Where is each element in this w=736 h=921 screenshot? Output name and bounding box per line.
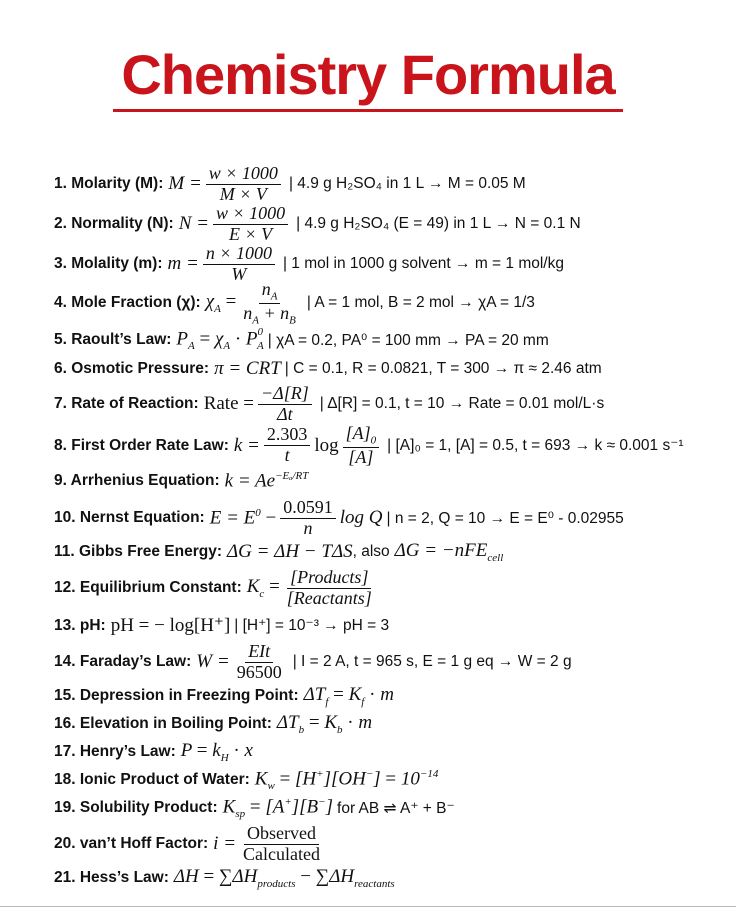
formula-label: 10. Nernst Equation: [54,509,205,527]
formula-label: 2. Normality (N): [54,215,174,233]
fraction-numerator: $n_A$ [259,280,281,304]
formula-row-arrhenius [54,470,724,492]
fraction-denominator: E × V [228,223,273,244]
formula-row-henrys-law [54,740,724,764]
formula-row-freezing-point [54,684,724,708]
formula-example: | 4.9 g H₂SO₄ in 1 L → M = 0.05 M [288,175,526,193]
formula-row-hess [54,866,724,890]
formula-row-mole-fraction [54,280,724,326]
formula-equation: $\Delta T_b = K_b \cdot m$ [276,712,373,736]
formula-lhs: $\chi_A$ = [205,291,237,316]
fraction-denominator: n [303,517,313,538]
fraction-denominator: W [231,263,247,284]
fraction-denominator: [A] [348,446,374,467]
formula-row-raoults-law [54,328,724,352]
formula-equation: $k = Ae^{-E_a/RT}$ [224,470,309,492]
fraction-denominator: 96500 [236,661,282,682]
formula-fraction [280,498,336,539]
formula-fraction [213,204,288,245]
formula-row-first-order [54,424,724,467]
formula-fraction [258,384,312,425]
formula-example: | [H⁺] = 10⁻³ → pH = 3 [234,617,390,634]
fraction-numerator: n × 1000 [203,244,275,265]
formula-fraction [206,164,281,205]
fraction-numerator: w × 1000 [206,164,281,185]
formula-example: | A = 1 mol, B = 2 mol → χA = 1/3 [306,294,535,312]
formula-label: 21. Hess’s Law: [54,868,169,886]
formula-equation: $P_A = \chi_A \cdot P^0_A$ [176,326,264,353]
fraction-denominator: M × V [219,183,267,204]
formula-label: 16. Elevation in Boiling Point: [54,714,272,732]
formula-log: log [314,434,339,456]
formula-label: 11. Gibbs Free Energy: [54,542,222,560]
formula-label: 17. Henry’s Law: [54,742,176,760]
fraction-denominator: $n_A + n_B$ [243,302,296,327]
formula-equation: $\Delta H = \sum\Delta H_{products} - \sum\Delta H_{reactants}$ [173,866,395,890]
formula-label: 7. Rate of Reaction: [54,395,199,413]
formula-lhs: k = [233,434,260,456]
formula-equation: ΔG = ΔH − TΔS [226,540,353,562]
formula-label: 13. pH: [54,616,106,634]
formula-equation: pH = − log[H⁺] [110,615,231,636]
formula-example: | C = 0.1, R = 0.0821, T = 300 → π ≈ 2.46 atm [284,360,602,377]
formula-fraction [240,824,323,865]
formula-example: | n = 2, Q = 10 → E = E⁰ - 0.02955 [386,509,624,527]
formula-fraction [234,642,285,683]
formula-row-faraday [54,642,724,683]
formula-row-equilibrium [54,568,724,609]
formula-lhs: W = [196,651,230,673]
formula-label: 12. Equilibrium Constant: [54,579,242,597]
formula-label: 9. Arrhenius Equation: [54,472,220,490]
formula-row-osmotic-pressure [54,358,724,380]
page-title: Chemistry Formula [113,46,622,112]
formula-row-normality [54,204,724,245]
formula-label: 18. Ionic Product of Water: [54,771,250,789]
formula-example: | 4.9 g H₂SO₄ (E = 49) in 1 L → N = 0.1 N [296,215,581,233]
formula-label: 19. Solubility Product: [54,799,218,817]
formula-lhs: N = [178,213,209,235]
fraction-numerator: 2.303 [264,425,311,446]
formula-example: | χA = 0.2, PA⁰ = 100 mm → PA = 20 mm [267,331,549,349]
formula-label: 3. Molality (m): [54,255,163,273]
fraction-numerator: −Δ[R] [258,384,312,405]
formula-row-molarity [54,164,724,205]
formula-lhs: M = [168,173,202,195]
formula-label: 6. Osmotic Pressure: [54,360,210,377]
formula-label: 1. Molarity (M): [54,175,164,193]
formula-label: 5. Raoult’s Law: [54,331,172,349]
formula-example: | Δ[R] = 0.1, t = 10 → Rate = 0.01 mol/L·s [319,395,605,413]
fraction-numerator: w × 1000 [213,204,288,225]
formula-fraction-2 [343,424,380,467]
fraction-numerator: $[A]_0$ [343,424,380,448]
formula-label: 4. Mole Fraction (χ): [54,294,201,312]
formula-row-solubility [54,796,724,820]
formula-row-ionic-product [54,768,724,792]
formula-lhs: i = [213,833,237,855]
formula-example: | 1 mol in 1000 g solvent → m = 1 mol/kg [282,255,564,273]
fraction-denominator: Calculated [243,843,320,864]
fraction-numerator: Observed [244,824,319,845]
formula-lhs: $E = E^0$ − [209,507,277,529]
formula-equation: $K_w = [H^+][OH^-] = 10^{-14}$ [254,768,439,793]
formula-lhs: $K_c$ = [246,576,280,601]
fraction-numerator: EIt [245,642,273,663]
formula-row-gibbs [54,540,724,564]
formula-equation: $K_{sp} = [A^+][B^-]$ [222,796,334,821]
formula-row-vant-hoff [54,824,724,865]
formula-row-nernst [54,498,724,539]
bottom-divider [0,906,736,907]
formula-fraction [264,425,311,466]
formula-label: 20. van’t Hoff Factor: [54,835,209,853]
fraction-numerator: [Products] [287,568,371,589]
formula-row-boiling-point [54,712,724,736]
fraction-denominator: [Reactants] [286,587,372,608]
formula-equation: $\Delta T_f = K_f \cdot m$ [303,684,394,708]
formula-row-ph [54,614,724,637]
formula-label: 15. Depression in Freezing Point: [54,686,299,704]
formula-example: for AB ⇌ A⁺ + B⁻ [337,799,455,817]
formula-fraction [240,280,299,326]
formula-row-molality [54,244,724,285]
formula-log-q: log Q [339,507,383,529]
fraction-denominator: t [284,445,290,466]
formula-label: 14. Faraday’s Law: [54,653,192,671]
formula-fraction [284,568,375,609]
formula-equation-2: ΔG = −nFE$_{cell}$ [394,540,504,564]
formula-row-rate-of-reaction [54,384,724,425]
formula-connector: , also [352,542,390,560]
formula-example: | [A]₀ = 1, [A] = 0.5, t = 693 → k ≈ 0.001 s⁻¹ [387,437,684,455]
fraction-numerator: 0.0591 [280,498,336,519]
formula-lhs: m = [167,253,199,275]
formula-example: | I = 2 A, t = 965 s, E = 1 g eq → W = 2 g [292,653,572,671]
formula-label: 8. First Order Rate Law: [54,436,229,454]
formula-lhs: Rate = [203,393,254,415]
fraction-denominator: Δt [277,403,293,424]
title-container [0,43,736,112]
formula-equation: $P = k_H \cdot x$ [180,740,253,764]
formula-equation: π = CRT [214,358,281,379]
